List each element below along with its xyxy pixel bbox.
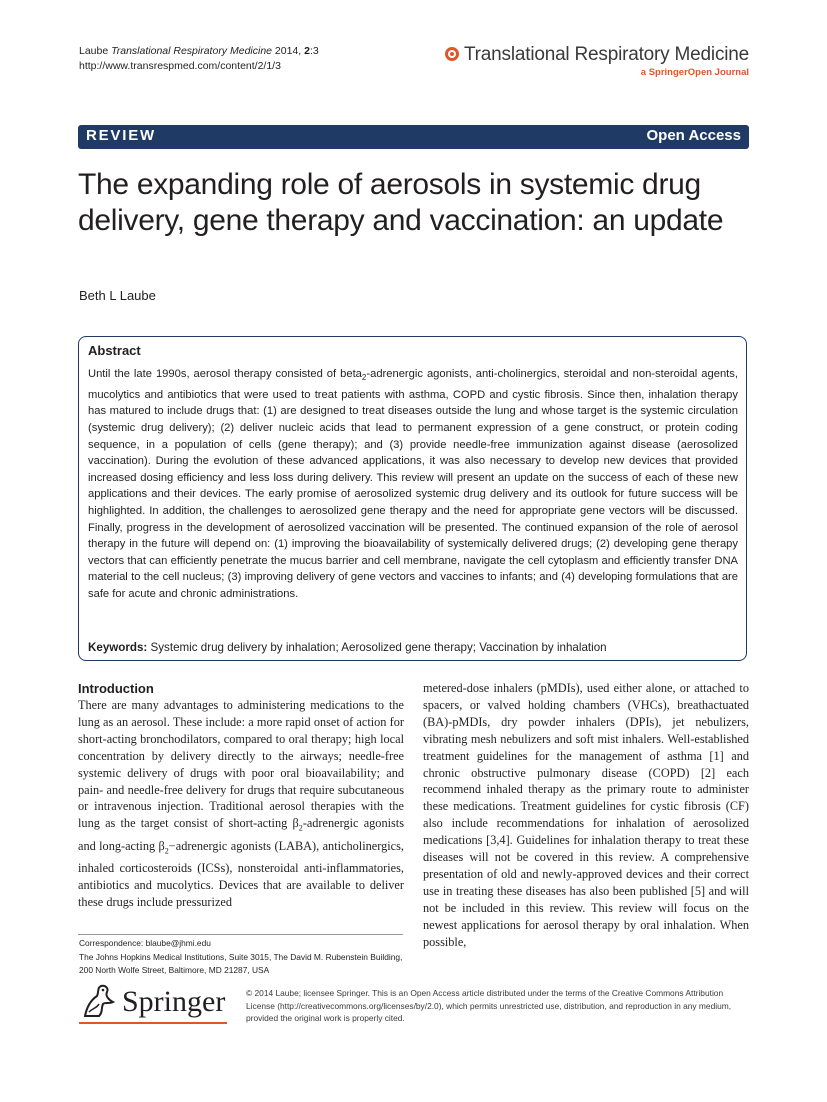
article-type-label: REVIEW [86,127,156,144]
article-type-banner [78,125,749,149]
section-heading-introduction: Introduction [78,681,154,696]
open-access-label: Open Access [646,127,741,144]
keywords-label: Keywords: [88,641,148,654]
citation-issue: :3 [309,45,319,57]
keywords [88,641,607,654]
citation-year: 2014, [274,45,302,57]
body-column-left: There are many advantages to administering medications to the lung as an aerosol. These include: a more rapid onset of action for short-acting bronchodilators, compared to oral therapy; high local concentration by delivery directly to the airways; needle-free systemic delivery of drugs with poor oral bioavailability; and pain- and needle-free delivery for drugs that require subcutaneous or intravenous injection. Traditional aerosol therapies with the lung as the target consist of short-acting $\beta_2$-adrenergic agonists and long-acting $\beta_2-adrenergic$ agonists (LABA), anticholinergics, inhaled corticosteroids (ICSs), nonsteroidal anti-inflammatories, antibiotics and mucolytics. Devices that are available to deliver these drugs include pressurized [78,698,405,909]
citation-journal: Translational Respiratory Medicine [111,45,272,57]
citation-line [79,44,319,59]
citation-header [79,44,319,74]
journal-name-row [445,44,749,66]
citation-author: Laube [79,45,109,57]
affiliation: The Johns Hopkins Medical Institutions, Suite 3015, The David M. Rubenstein Building, 200 North Wolfe Street, Baltimore, MD 21287, USA [79,951,403,975]
article-author: Beth L Laube [79,288,156,303]
journal-name: Translational Respiratory Medicine [463,44,749,65]
license-text: © 2014 Laube; licensee Springer. This is an Open Access article distributed under the terms of the Creative Commons Attribution License (http://creativecommons.org/licenses/by/2.0), which permits unrestricted use, distribution, and reproduction in any medium, provided the original work is properly cited. [246,988,732,1024]
abstract-heading: Abstract [88,343,141,358]
springer-underline [79,1022,227,1024]
citation-volume: 2 [304,45,310,57]
footnote-divider [78,934,403,935]
abstract-text: Until the late 1990s, aerosol therapy consisted of beta$_2$-adrenergic agonists, anti-cholinergics, steroidal and non-steroidal agents, mucolytics and antibiotics that were used to treat patients with asthma, COPD and cystic fibrosis. Since then, inhalation therapy has matured to include drugs that: (1) are designed to treat diseases outside the lung and whose target is the systemic circulation (systemic drug delivery); (2) deliver nucleic acids that lead to permanent expression of a gene construct, or protein coding sequence, in a population of cells (gene therapy); and (3) provide needle-free immunization against disease (aerosolized vaccination). During the evolution of these advanced applications, it was also necessary to develop new devices that provided increased dosing efficiency and less loss during delivery. This review will present an update on the success of each of these new applications and their devices. The early promise of aerosolized systemic drug delivery and its outlook for future success will be highlighted. In addition, the challenges to aerosolized gene therapy and the need for appropriate gene vectors will be discussed. Finally, progress in the development of aerosolized vaccination will be presented. The continued expansion of the role of aerosol therapy in the future will depend on: (1) improving the bioavailability of systemically delivered drugs; (2) developing gene therapy vectors that can efficiently penetrate the mucus barrier and cell membrane, navigate the cell cytoplasm and efficiently transfer DNA material to the cell nucleus; (3) improving delivery of gene vectors and vaccines to infants; and (4) developing formulations that are safe for acute and chronic administrations. [88,368,738,600]
springer-wordmark: Springer [122,985,226,1018]
keywords-list: Systemic drug delivery by inhalation; Aerosolized gene therapy; Vaccination by inhalation [150,641,607,654]
article-title: The expanding role of aerosols in systemic drug delivery, gene therapy and vaccination: an update [78,168,724,237]
body-column-right: metered-dose inhalers (pMDIs), used either alone, or attached to spacers, or valved holding chambers (VHCs), breathactuated (BA)-pMDIs, dry powder inhalers (DPIs), jet nebulizers, vibrating mesh nebulizers and soft mist inhalers. Well-established treatment guidelines for the management of asthma [1] and chronic obstructive pulmonary disease (COPD) [2] each recommend inhaled therapy as the primary route to administer these medications. Treatment guidelines for cystic fibrosis (CF) also include recommendations for inhalation of aerosolized medications [3,4]. Guidelines for inhalation therapy to treat these diseases will not be covered in this review. A comprehensive presentation of old and newly-approved devices and their correct use in treating these diseases has also been published [5] and will not be included in this review. This review will focus on the newest applications for aerosol therapy by oral inhalation. When possible, [423,681,749,949]
footnote [79,937,409,978]
journal-logo-icon [445,47,459,61]
journal-branding [445,44,749,80]
article-url[interactable]: http://www.transrespmed.com/content/2/1/3 [79,60,281,72]
abstract-box [78,336,747,661]
journal-subtitle: a SpringerOpen Journal [640,67,749,78]
correspondence: Correspondence: blaube@jhmi.edu [79,938,211,948]
springer-horse-icon [79,982,117,1022]
